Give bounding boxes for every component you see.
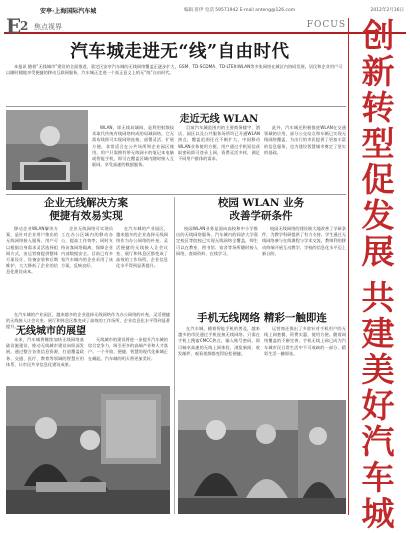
enterprise-col-2: 企业无线网络可实现员工在办公区域内的移动办公，提高工作效率；同时支持访客网络隔离，保障企业内部数据安全。目前已有多家汽车城内的企业采用了该方案，反响良好。 (61, 226, 113, 269)
section-name: 焦点视界 (34, 23, 62, 31)
wlan-title: 走近无线 WLAN (179, 114, 259, 125)
campus-title-line-1: 校园 WLAN 业务 (217, 197, 305, 209)
banner-slogan-2: 共建美好汽车城 (361, 278, 395, 533)
photo-workers-art (6, 386, 170, 514)
future-col-2: 无线城市的建设将进一步提升汽车城的综合竞争力，吸引更多的高端产业和人才落户。一个开放、便捷、智慧的现代化新城正在崛起，汽车城的明天将更加美好。 (88, 337, 168, 361)
future-title: 无线城市的展望 (16, 326, 86, 337)
photo-phone-users (178, 400, 346, 514)
enterprise-col-1: 移动企业WLAN解决方案，是针对企业用户推出的无线网络接入服务。用户可以根据自身需求灵活选择组网方式，由运营商提供整体方案设计、设备安装和后期维护，大大降低了企业的信息化建设成本。 (6, 226, 58, 275)
header-strip (4, 4, 406, 16)
wlan-col-1: WLAN，即无线局域网，是利用射频技术取代传统有线网络构成的局域网络。它无需布线即可实现网络连接，部署灵活、扩展方便，非常适合在公共场所和企业园区使用。用户只需拥有带无线网卡的笔记本电脑或智能手机，即可在覆盖区域内随时接入互联网，享受高速的数据服务。 (92, 125, 174, 168)
enterprise-title (6, 197, 166, 223)
brand-name: 安亭·上海国际汽车城 (40, 8, 97, 15)
lead-paragraph: 本报讯 随着“无线城市”建设的全面推进，嘉定区安亭汽车城的无线网络覆盖正逐步扩大，GSM、TD-SCDMA、TD-LTE和WLAN等多张网络在城区内协同发展。居民和企业用户可以随时随地享受便捷的移动互联网服务，汽车城正走进一个真正意义上的无“线”自由时代。 (6, 64, 343, 75)
campus-title-line-2: 改善学研条件 (229, 210, 293, 222)
column-separator (174, 197, 175, 514)
section-english: FOCUS (306, 20, 346, 30)
campus-col-2: 校园无线网络的建设极大地改善了学研条件，为教学科研提供了有力支持。学生通过无线网络参与在线课程与学术交流，教师利用移动终端开展互动教学，学校的信息化水平迈上新台阶。 (262, 226, 346, 256)
divider (6, 106, 346, 107)
photo-phone-users-art (178, 400, 346, 514)
editor-contact: 编辑 蒋伊 电话 59571942 E-mail anteng@126.com (184, 8, 296, 13)
section-letter: E (6, 14, 22, 38)
banner-slogan-1: 创新转型促发展 (361, 16, 395, 271)
main-headline: 汽车城走进无“线”自由时代 (70, 42, 290, 62)
issue-date: 2012年2月16日 (370, 8, 404, 13)
wlan-col-3: 此外，汽车城还积极推进WLAN在交通领域的应用，部分公交站点和车辆已实现无线网络覆盖，为出行的市民提供了更加丰富的信息服务，也为建设智慧城市奠定了坚实的基础。 (264, 125, 346, 155)
section-bar (4, 14, 406, 38)
mobile-col-1: 在汽车城，随着智能手机的普及，越来越多的市民通过手机连接无线网络。只需在手机上搜索CMCC热点，输入账号密码，即可畅享高速的无线上网体验，浏览新闻、收发邮件、观看视频都变得轻松便捷。 (178, 326, 260, 356)
enterprise-col-continued: 在汽车城的产业园区，越来越多的企业选择无线网络作为办公网络的补充。灵活便捷的无线接入让会议室、展厅和休息区都变成了高效的工作场所，企业信息化水平得到显著提升。 (6, 312, 170, 330)
wlan-col-2: 目前汽车城范围内的主要商务楼宇、酒店、园区以及公共服务场所均已开通WLAN热点，覆盖范围还在不断扩大。中国移动WLAN业务使用方便，用户通过手机短信获取密码即可登录上网，资费灵活多样，满足不同用户群体的需求。 (178, 125, 260, 162)
campus-title (176, 197, 346, 223)
photo-laptop-user-art (6, 110, 88, 190)
banner-separator (348, 18, 349, 515)
vertical-banner (350, 16, 406, 533)
enterprise-title-line-2: 便捷有效易实现 (49, 210, 123, 222)
photo-laptop-user (6, 110, 88, 190)
enterprise-title-line-1: 企业无线解决方案 (44, 197, 128, 209)
campus-col-1: 校园WLAN业务是面向高校和中小学推出的无线网络服务。汽车城内的同济大学嘉定校区等院校已实现无线网络全覆盖，师生可以在教室、图书馆、宿舍等场所随时接入网络，查阅资料、在线学习。 (176, 226, 258, 256)
enterprise-col-3: 在汽车城的产业园区，越来越多的企业选择无线网络作为办公网络的补充。灵活便捷的无线接入让会议室、展厅和休息区都变成了高效的工作场所，企业信息化水平得到显著提升。 (116, 226, 168, 269)
mobile-title: 手机无线网络 精彩一触即连 (197, 312, 327, 324)
future-col-1: 未来，汽车城将继续加快无线网络基础设施建设，推动无线城市建设向纵深发展。通过整合各类信息资源，打造覆盖政务、交通、医疗、教育等领域的智慧应用体系，让市民共享信息化建设成果。 (6, 337, 84, 367)
mobile-col-2: 运营商还推出了多款针对手机用户的无线上网套餐，资费实惠，使用方便。随着网络覆盖的不断完善，手机无线上网已成为汽车城市民日常生活中不可或缺的一部分，精彩生活一触即连。 (264, 326, 346, 356)
section-number: 2 (20, 19, 29, 33)
divider (6, 194, 346, 195)
photo-workers (6, 386, 170, 514)
